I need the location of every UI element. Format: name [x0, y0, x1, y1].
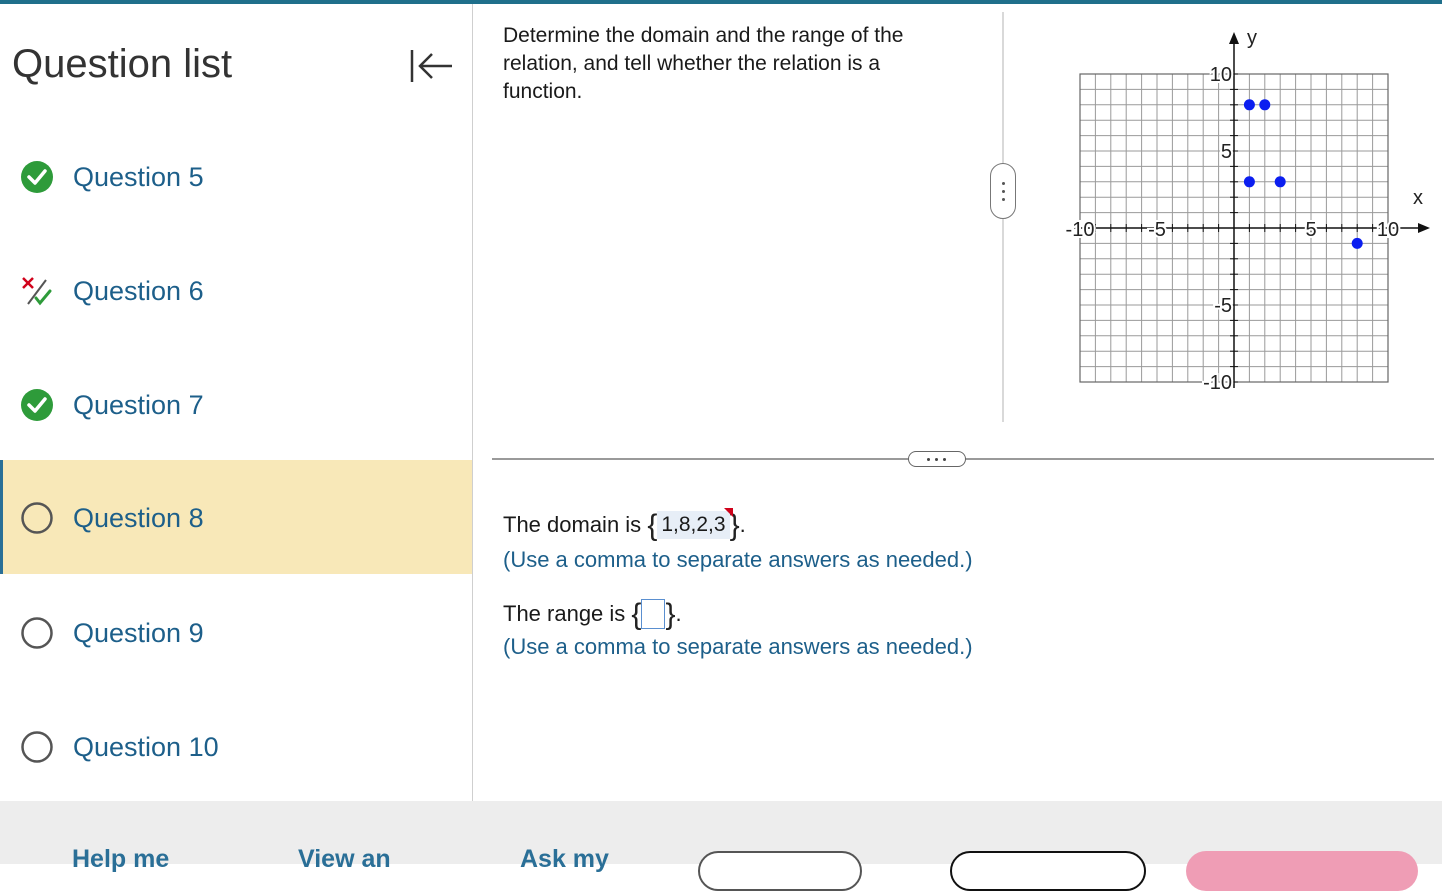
- x-axis-label: x: [1413, 187, 1423, 209]
- x-axis-arrow: [1418, 223, 1430, 233]
- domain-answer-value: 1,8,2,3: [661, 513, 726, 536]
- question-label: Question 9: [73, 618, 204, 648]
- x-tick-label: 10: [1376, 219, 1400, 241]
- clear-all-button[interactable]: [698, 851, 862, 891]
- collapse-left-icon: [408, 44, 456, 88]
- question-label: Question 5: [73, 162, 204, 192]
- x-tick-label: -5: [1148, 219, 1166, 241]
- data-point: [1244, 176, 1255, 187]
- question-item-6[interactable]: [0, 234, 472, 348]
- question-label: Question 7: [73, 390, 204, 420]
- left-brace: {: [631, 598, 642, 631]
- question-item-10[interactable]: [0, 690, 472, 804]
- question-item-8[interactable]: [0, 460, 472, 574]
- incorrect-flag-icon: [724, 508, 733, 517]
- empty-circle-icon: [20, 501, 54, 535]
- data-point: [1275, 176, 1286, 187]
- y-axis-label: y: [1247, 28, 1257, 49]
- x-tick-label: -10: [1065, 219, 1095, 241]
- domain-hint: (Use a comma to separate answers as needed.): [503, 547, 973, 572]
- x-tick-label: 5: [1305, 219, 1317, 241]
- y-tick-label: 5: [1220, 141, 1232, 163]
- empty-circle-icon: [20, 730, 54, 764]
- domain-prefix: The domain is: [503, 512, 642, 537]
- y-tick-label: 10: [1209, 64, 1232, 86]
- domain-answer-box[interactable]: [657, 511, 729, 539]
- question-list-panel: [0, 4, 473, 801]
- horizontal-resize-handle[interactable]: [908, 451, 966, 467]
- right-brace: }: [729, 509, 740, 542]
- question-list-title: Question list: [12, 42, 233, 86]
- question-label: Question 10: [73, 732, 219, 762]
- help-me-button[interactable]: Help me: [72, 845, 170, 873]
- y-tick-label: -10: [1203, 372, 1232, 394]
- right-brace: }: [665, 598, 676, 631]
- data-point: [1352, 238, 1363, 249]
- ask-instructor-button[interactable]: Ask my: [520, 845, 609, 873]
- partial-credit-icon: [20, 274, 54, 308]
- question-prompt: Determine the domain and the range of the relation, and tell whether the relation is a function.: [503, 24, 904, 103]
- view-example-button[interactable]: View an: [298, 845, 391, 873]
- range-prefix: The range is: [503, 601, 626, 626]
- empty-circle-icon: [20, 616, 54, 650]
- check-answer-button[interactable]: [1186, 851, 1418, 891]
- range-hint: (Use a comma to separate answers as needed.): [503, 634, 973, 659]
- question-label: Question 6: [73, 276, 204, 306]
- range-answer-line: The range is { }.: [503, 598, 682, 631]
- skip-button[interactable]: [950, 851, 1146, 891]
- question-label: Question 8: [73, 503, 204, 533]
- vertical-resize-handle[interactable]: [990, 163, 1016, 219]
- range-answer-input[interactable]: [641, 599, 665, 629]
- domain-answer-line: The domain is { 1,8,2,3 }.: [503, 509, 746, 542]
- y-tick-label: -5: [1214, 295, 1232, 317]
- y-axis-arrow: [1229, 32, 1239, 44]
- relation-graph: [1058, 28, 1442, 402]
- footer-toolbar: [0, 801, 1442, 873]
- question-item-5[interactable]: [0, 120, 472, 234]
- collapse-panel-button[interactable]: [408, 44, 456, 88]
- question-item-9[interactable]: [0, 576, 472, 690]
- check-circle-icon: [20, 160, 54, 194]
- question-item-7[interactable]: [0, 348, 472, 462]
- data-point: [1244, 99, 1255, 110]
- left-brace: {: [647, 509, 658, 542]
- data-point: [1259, 99, 1270, 110]
- check-circle-icon: [20, 388, 54, 422]
